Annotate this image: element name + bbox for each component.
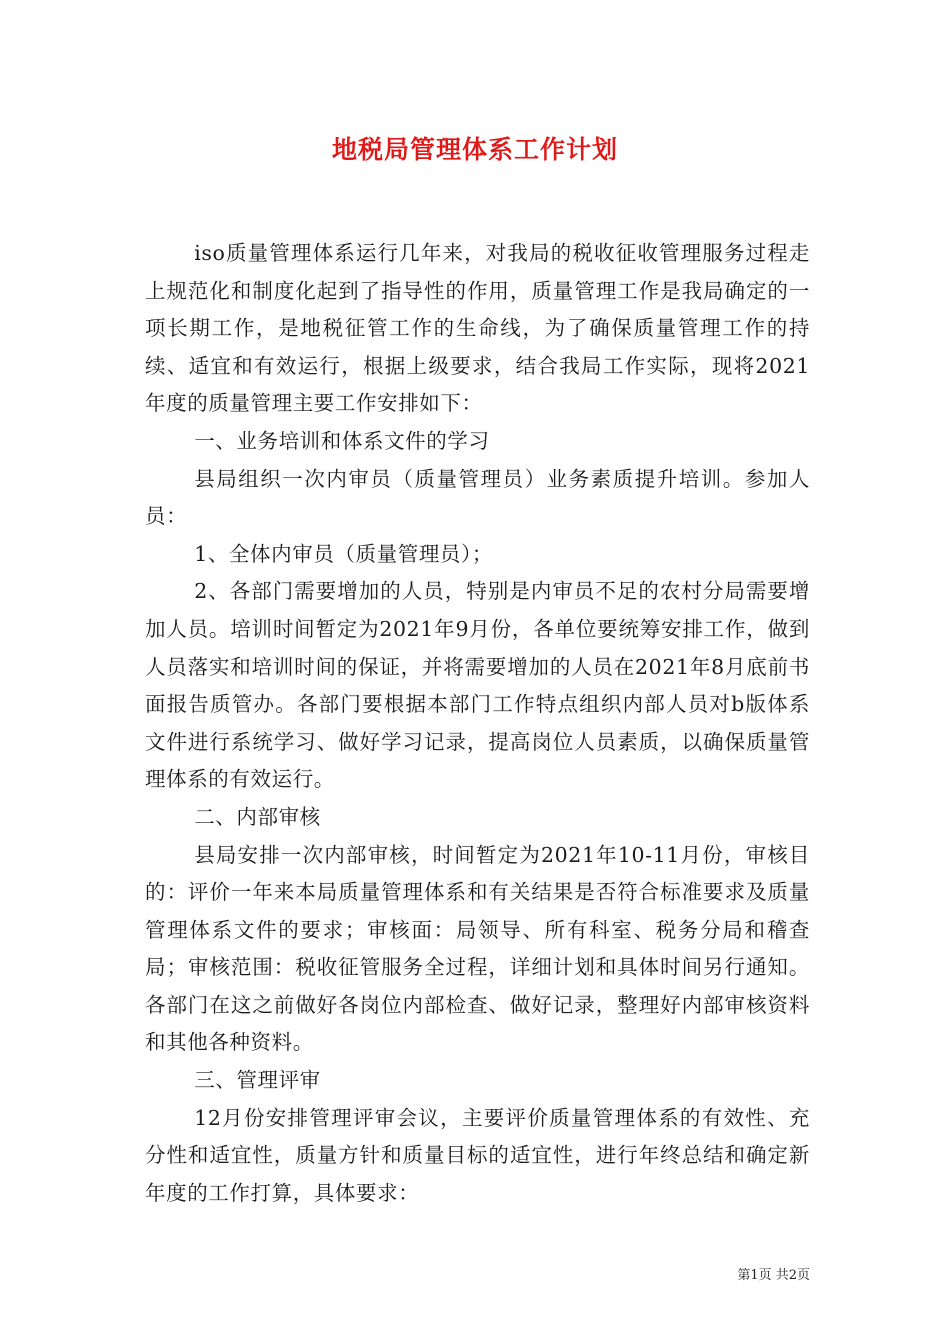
paragraph-training: 县局组织一次内审员（质量管理员）业务素质提升培训。参加人员： — [145, 466, 810, 529]
list-item-1: 1、全体内审员（质量管理员）； — [194, 541, 493, 566]
section-heading-3: 三、管理评审 — [194, 1068, 321, 1093]
list-item-2: 2、各部门需要增加的人员，特别是内审员不足的农村分局需要增加人员。培训时间暂定为2021年9月份，各单位要统筹安排工作，做到人员落实和培训时间的保证，并将需要增加的人员在2021年8月底前书面报告质管办。各部门要根据本部门工作特点组织内部人员对b版体系文件进行系统学习、做好学习记录，提高岗位人员素质，以确保质量管理体系的有效运行。 — [145, 579, 810, 792]
page-number: 第1页 共2页 — [737, 1268, 810, 1283]
section-heading-2: 二、内部审核 — [194, 804, 321, 829]
paragraph-intro: iso质量管理体系运行几年来，对我局的税收征收管理服务过程走上规范化和制度化起到了指导性的作用，质量管理工作是我局确定的一项长期工作，是地税征管工作的生命线，为了确保质量管理工作的持续、适宜和有效运行，根据上级要求，结合我局工作实际，现将2021年度的质量管理主要工作安排如下： — [145, 241, 810, 416]
section-heading-1: 一、业务培训和体系文件的学习 — [194, 428, 490, 453]
document-body — [145, 235, 810, 1212]
document-title: 地税局管理体系工作计划 — [331, 135, 618, 164]
paragraph-audit: 县局安排一次内部审核，时间暂定为2021年10-11月份，审核目的：评价一年来本局质量管理体系和有关结果是否符合标准要求及质量管理体系文件的要求；审核面：局领导、所有科室、税务分局和稽查局；审核范围：税收征管服务全过程，详细计划和具体时间另行通知。各部门在这之前做好各岗位内部检查、做好记录，整理好内部审核资料和其他各种资料。 — [145, 842, 810, 1055]
paragraph-review: 12月份安排管理评审会议，主要评价质量管理体系的有效性、充分性和适宜性，质量方针和质量目标的适宜性，进行年终总结和确定新年度的工作打算，具体要求： — [145, 1105, 810, 1205]
